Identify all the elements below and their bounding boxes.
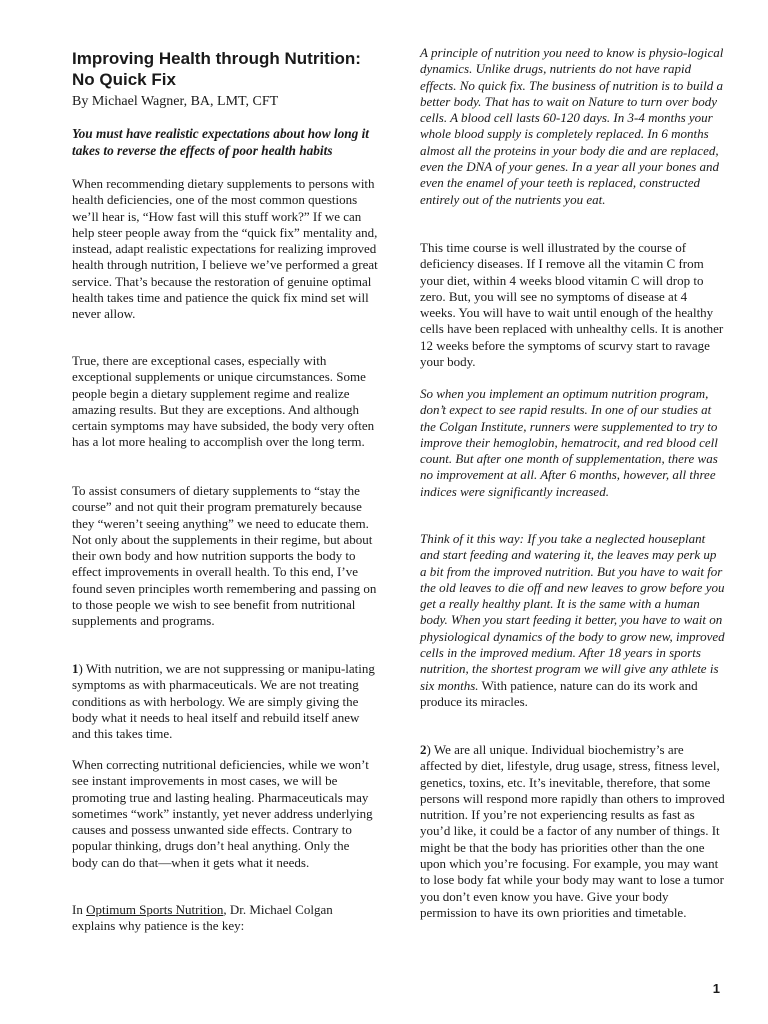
paragraph-6 xyxy=(72,902,378,935)
book-title-link: Optimum Sports Nutrition xyxy=(86,902,224,917)
quote-paragraph-3-text: Think of it this way: If you take a neglected houseplant and start feeding and watering it, the leaves may perk up a bit from the improved nutrition. But you have to wait for the old leaves to die off and new leaves to grow before you get a really healthy plant. It is the same with a human body. When you start feeding it better, you have to wait on physiological dynamics of the body to grow new, improved cells in the improved medium. After 18 years in sports nutrition, the shortest program we will give any athlete is six months. xyxy=(420,531,725,693)
quote-paragraph-2: So when you implement an optimum nutrition program, don’t expect to see rapid results. In one of our studies at the Colgan Institute, runners were supplemented to try to improve their hemoglobin, hematrocit, and red blood cell count. But after one month of supplementation, there was no improvement at all. After 6 months, however, all three indices were significantly increased. xyxy=(420,386,718,499)
principle-2-text: ) We are all unique. Individual biochemistry’s are affected by diet, lifestyle, drug usage, stress, fitness level, genetics, toxins, etc. It’s inevitable, therefore, that some persons will respond more rapidly than others to improved nutrition. If you’re not experiencing results as fast as you’d like, it could be a factor of any number of things. It might be that the body has priorities other than the one upon which you’re focusing. For example, you may want to lose body fat while your body may want to lose a tumor you don’t even know you have. Give your body permission to have its own priorities and timetable. xyxy=(420,742,725,920)
principle-2-paragraph xyxy=(420,742,726,921)
principle-1-paragraph xyxy=(72,661,378,742)
paragraph-5: When correcting nutritional deficiencies, while we won’t see instant improvements in most cases, we will be promoting true and lasting healing. Pharmaceuticals may sometimes “work” instantly, yet never address underlying causes and possess unwanted side effects. Contrary to popular thinking, drugs don’t heal anything. Only the body can do that—when it gets what it needs. xyxy=(72,757,373,870)
paragraph-6-suffix: , Dr. Michael Colgan explains why patience is the key: xyxy=(72,902,333,934)
paragraph-2: True, there are exceptional cases, especially with exceptional supplements or unique circumstances. Some people begin a dietary supplement regime and realize amazing results. But they are exceptions. And although certain symptoms may have subsided, the body very often has a lot more healing to accomplish over the long term. xyxy=(72,353,375,450)
article-title-line-2: No Quick Fix xyxy=(72,70,176,89)
principle-1-text: ) With nutrition, we are not suppressing or manipu-lating symptoms as with pharmaceuticals. We are not treating conditions as with herbology. We are simply giving the body what it needs to heal itself and rebuild itself anew and this takes time. xyxy=(72,661,375,742)
quote-paragraph-3 xyxy=(420,531,726,710)
article-title-line-1: Improving Health through Nutrition: xyxy=(72,49,361,68)
article-title xyxy=(72,48,361,90)
paragraph-3: To assist consumers of dietary supplements to “stay the course” and not quit their program prematurely because they “weren’t seeing anything” we need to educate them. Not only about the supplements in their regime, but about their own body and how nutrition supports the body to effect improvements in overall health. To this end, I’ve found seven principles worth remembering and passing on to those people we wish to see benefit from nutritional supplements and programs. xyxy=(72,483,377,629)
page-number: 1 xyxy=(712,981,720,996)
lead-paragraph: You must have realistic expectations about how long it takes to reverse the effects of poor health habits xyxy=(72,126,369,158)
quote-paragraph-1: A principle of nutrition you need to know is physio-logical dynamics. Unlike drugs, nutrients do not have rapid effects. No quick fix. The business of nutrition is to build a better body. That has to wait on Nature to turn over body cells. A blood cell lasts 60-120 days. In 3-4 months your whole blood supply is completely replaced. In 6 months almost all the proteins in your body die and are replaced, even the DNA of your genes. In a year all your bones and even the enamel of your teeth is replaced, constructed entirely out of the nutrients you eat. xyxy=(420,45,724,207)
principle-2-number: 2 xyxy=(420,742,427,757)
paragraph-7: This time course is well illustrated by the course of deficiency diseases. If I remove all the vitamin C from your diet, within 4 weeks blood vitamin C will drop to zero. But, you will see no symptoms of disease at 4 weeks. You will have to wait until enough of the healthy cells have been replaced with unhealthy cells. It is another 12 weeks before the symptoms of scurvy start to ravage your body. xyxy=(420,240,724,370)
quote-paragraph-3-tail: With patience, nature can do its work and produce its miracles. xyxy=(420,677,698,709)
paragraph-1: When recommending dietary supplements to persons with health deficiencies, one of the most common questions we’ll hear is, “How fast will this stuff work?” If we can help steer people away from the “quick fix” mentality and, instead, adapt realistic expectations for realizing improved health through nutrition, I believe we’ve performed a great service. That’s because the restoration of genuine optimal health takes time and patience the quick fix mind set will never allow. xyxy=(72,176,378,322)
byline: By Michael Wagner, BA, LMT, CFT xyxy=(72,94,279,109)
paragraph-6-prefix: In xyxy=(72,902,87,917)
principle-1-number: 1 xyxy=(72,661,79,676)
